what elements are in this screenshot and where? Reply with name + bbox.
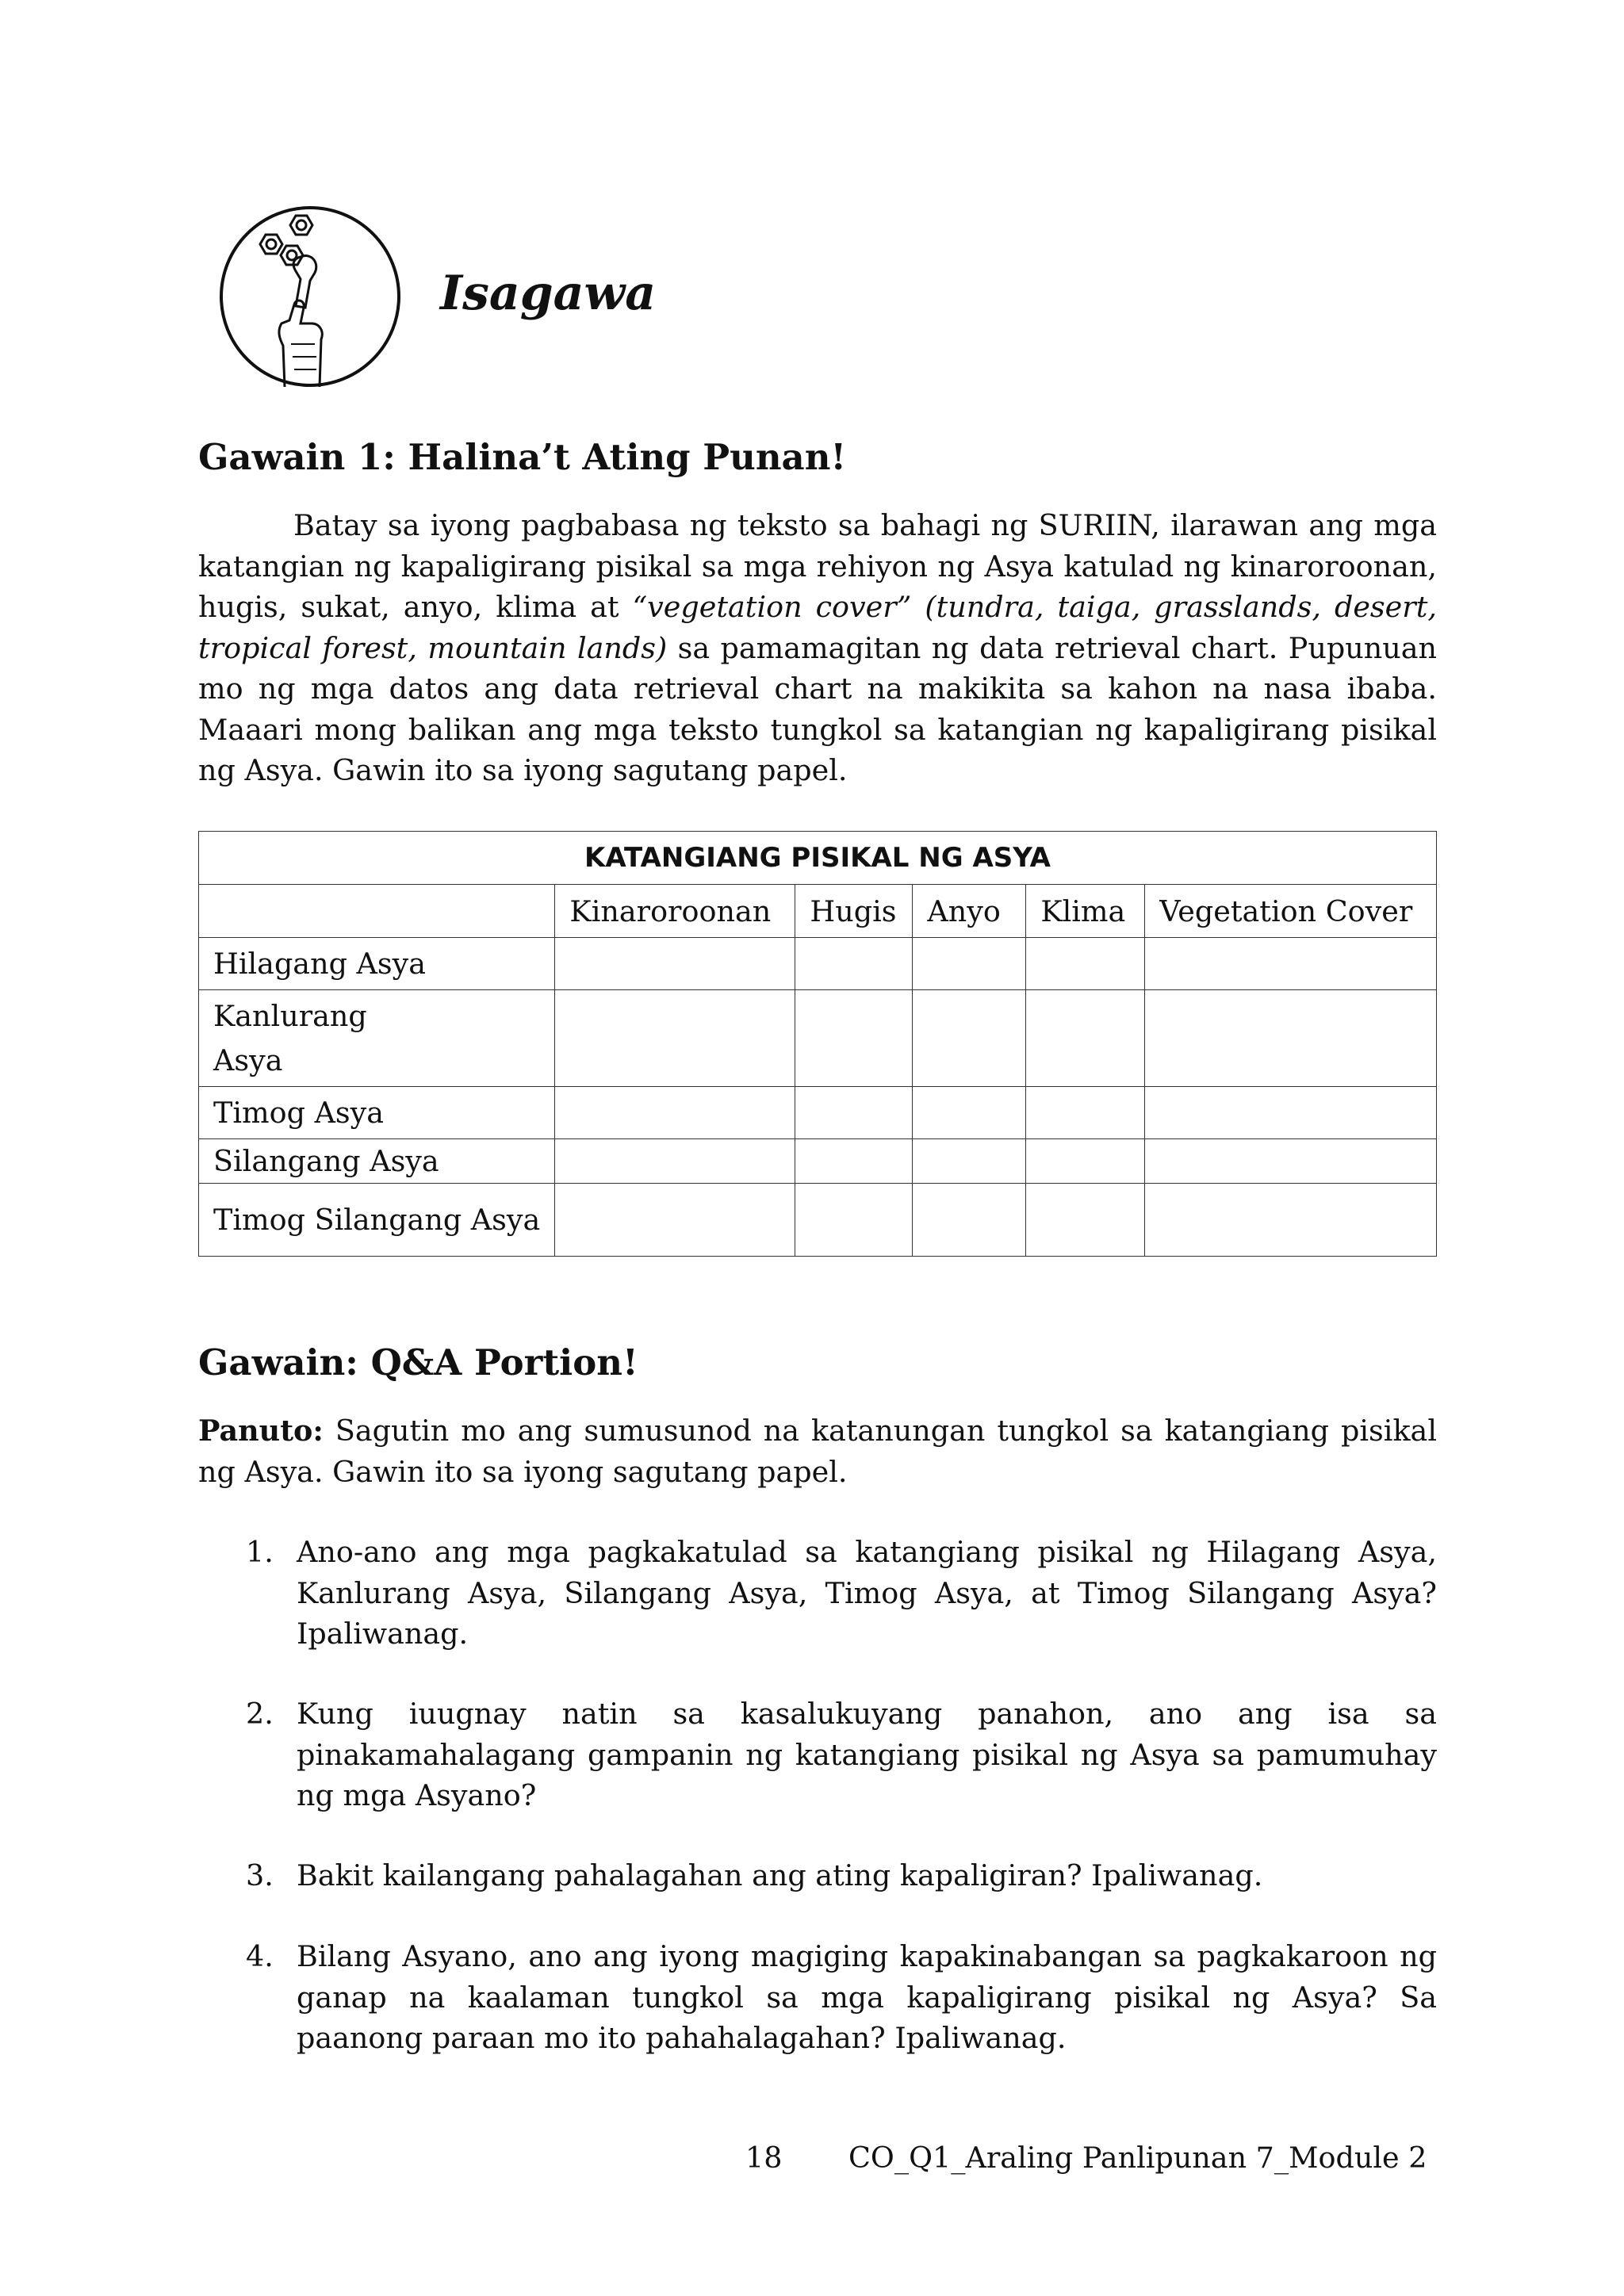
answer-cell[interactable] xyxy=(1026,938,1145,990)
row-label: Hilagang Asya xyxy=(199,938,555,990)
table-header-row xyxy=(199,885,1437,938)
table-row xyxy=(199,1087,1437,1139)
table-row xyxy=(199,938,1437,990)
answer-cell[interactable] xyxy=(795,1087,913,1139)
table-row xyxy=(199,1184,1437,1257)
row-label: Timog Asya xyxy=(199,1087,555,1139)
question-number: 1. xyxy=(246,1535,274,1569)
question-number: 2. xyxy=(246,1697,274,1731)
question-number: 3. xyxy=(246,1858,274,1892)
table-caption: KATANGIANG PISIKAL NG ASYA xyxy=(199,832,1437,885)
column-header-anyo: Anyo xyxy=(913,885,1026,938)
answer-cell[interactable] xyxy=(913,990,1026,1087)
answer-cell[interactable] xyxy=(555,938,795,990)
answer-cell[interactable] xyxy=(795,990,913,1087)
column-header-klima: Klima xyxy=(1026,885,1145,938)
answer-cell[interactable] xyxy=(1145,1184,1437,1257)
answer-cell[interactable] xyxy=(1145,938,1437,990)
column-header-hugis: Hugis xyxy=(795,885,913,938)
answer-cell[interactable] xyxy=(555,1139,795,1184)
answer-cell[interactable] xyxy=(1026,1087,1145,1139)
instruction-paragraph xyxy=(198,1410,1437,1492)
answer-cell[interactable] xyxy=(1145,1139,1437,1184)
paragraph-text-part1: Batay sa iyong pagbabasa ng teksto sa bahagi ng SURIIN, ilarawan ang mga katangian ng kapaligirang pisikal sa mga rehiyon ng Asya katulad ng kinaroroonan, hugis, sukat, anyo, klima at xyxy=(198,508,1437,624)
activity1-paragraph xyxy=(198,505,1437,791)
activity1-heading: Gawain 1: Halina’t Ating Punan! xyxy=(198,436,847,478)
answer-cell[interactable] xyxy=(795,1184,913,1257)
paragraph-text-italic: “vegetation cover” (tundra, taiga, grasslands, desert, tropical forest, mountain lands) xyxy=(198,590,1437,665)
row-label: Timog Silangang Asya xyxy=(199,1184,555,1257)
question-text: Bakit kailangang pahalagahan ang ating kapaligiran? Ipaliwanag. xyxy=(297,1858,1263,1892)
data-retrieval-chart xyxy=(198,831,1437,1257)
answer-cell[interactable] xyxy=(555,990,795,1087)
module-code: CO_Q1_Araling Panlipunan 7_Module 2 xyxy=(848,2141,1427,2175)
question-number: 4. xyxy=(246,1939,274,1973)
column-header-vegetation-cover: Vegetation Cover xyxy=(1145,885,1437,938)
question-text: Ano-ano ang mga pagkakatulad sa katangiang pisikal ng Hilagang Asya, Kanlurang Asya, Silangang Asya, Timog Asya, at Timog Silangang Asya? Ipaliwanag. xyxy=(297,1535,1437,1651)
answer-cell[interactable] xyxy=(913,1139,1026,1184)
activity2-heading: Gawain: Q&A Portion! xyxy=(198,1341,638,1383)
answer-cell[interactable] xyxy=(913,938,1026,990)
answer-cell[interactable] xyxy=(795,1139,913,1184)
header-blank-cell xyxy=(199,885,555,938)
question-text: Bilang Asyano, ano ang iyong magiging kapakinabangan sa pagkakaroon ng ganap na kaalaman tungkol sa mga kapaligirang pisikal ng Asya? Sa paanong paraan mo ito pahahalagahan? Ipaliwanag. xyxy=(297,1939,1437,2055)
instruction-text: Sagutin mo ang sumusunod na katanungan tungkol sa katangiang pisikal ng Asya. Gawin ito sa iyong sagutang papel. xyxy=(198,1414,1437,1489)
answer-cell[interactable] xyxy=(555,1087,795,1139)
table-row xyxy=(199,990,1437,1087)
answer-cell[interactable] xyxy=(555,1184,795,1257)
answer-cell[interactable] xyxy=(1026,1139,1145,1184)
question-text: Kung iuugnay natin sa kasalukuyang panahon, ano ang isa sa pinakamahalagang gampanin ng katangiang pisikal ng Asya sa pamumuhay ng mga Asyano? xyxy=(297,1697,1437,1812)
answer-cell[interactable] xyxy=(1145,1087,1437,1139)
row-label: Silangang Asya xyxy=(199,1139,555,1184)
paragraph-text-part2: sa pamamagitan ng data retrieval chart. Pupunuan mo ng mga datos ang data retrieval chart na makikita sa kahon na nasa ibaba. Maaari mong balikan ang mga teksto tungkol sa katangian ng kapaligirang pisikal ng Asya. Gawin ito sa iyong sagutang papel. xyxy=(198,630,1437,787)
page-number: 18 xyxy=(745,2141,783,2175)
answer-cell[interactable] xyxy=(795,938,913,990)
answer-cell[interactable] xyxy=(1145,990,1437,1087)
instruction-label: Panuto: xyxy=(198,1414,324,1448)
row-label: Kanlurang Asya xyxy=(199,990,555,1087)
section-title: Isagawa xyxy=(440,266,657,321)
answer-cell[interactable] xyxy=(913,1184,1026,1257)
answer-cell[interactable] xyxy=(913,1087,1026,1139)
column-header-kinaroroonan: Kinaroroonan xyxy=(555,885,795,938)
answer-cell[interactable] xyxy=(1026,990,1145,1087)
wrench-hand-icon xyxy=(218,205,402,388)
table-row xyxy=(199,1139,1437,1184)
answer-cell[interactable] xyxy=(1026,1184,1145,1257)
